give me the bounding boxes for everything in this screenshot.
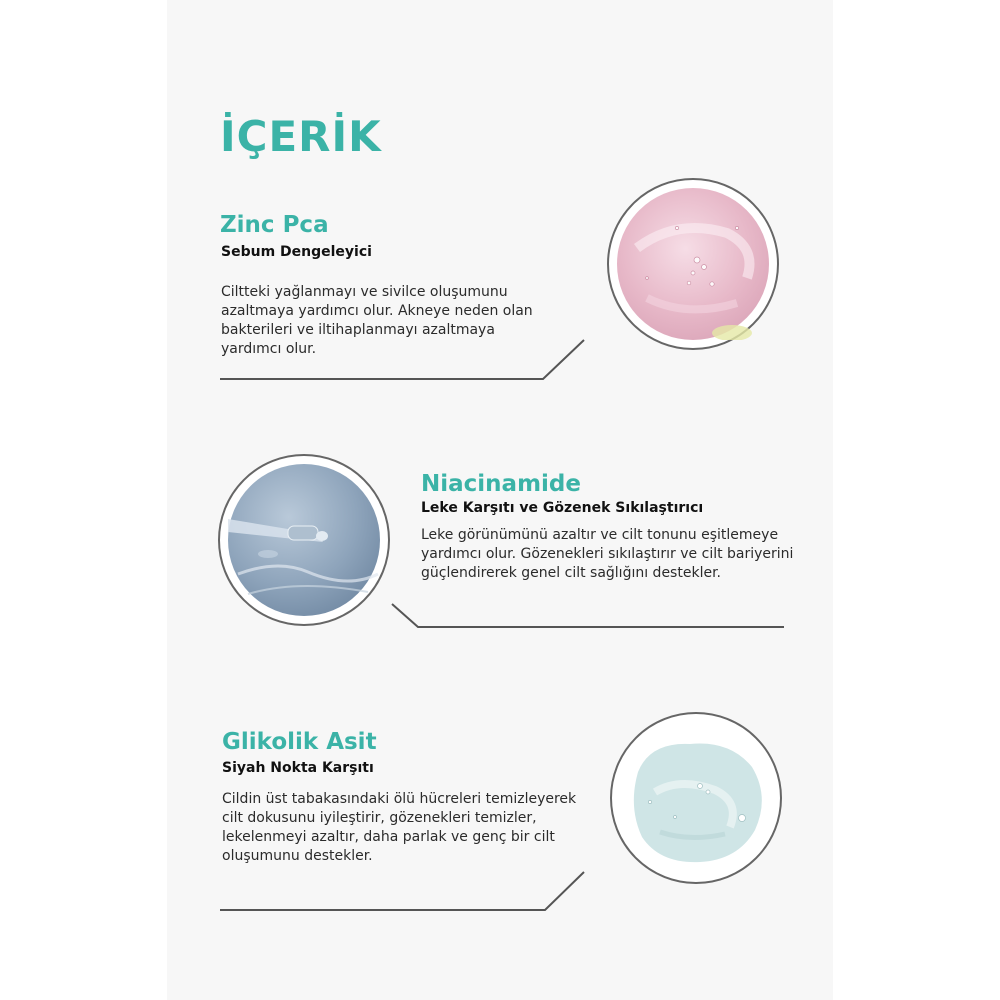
page-title: İÇERİK: [220, 112, 382, 161]
divider-line-glikolik-asit: [220, 872, 584, 910]
divider-line-zinc-pca: [220, 340, 584, 379]
ingredient-subtitle-niacinamide: Leke Karşıtı ve Gözenek Sıkılaştırıcı: [421, 500, 704, 516]
ingredient-name-niacinamide: Niacinamide: [421, 471, 581, 497]
divider-line-niacinamide: [392, 604, 784, 627]
ingredient-subtitle-glikolik-asit: Siyah Nokta Karşıtı: [222, 760, 374, 776]
ingredient-description-zinc-pca: Ciltteki yağlanmayı ve sivilce oluşumunu azaltmaya yardımcı olur. Akneye neden olan bakterileri ve iltihaplanmayı azaltmaya yardımcı olur.: [221, 284, 533, 357]
ingredient-name-zinc-pca: Zinc Pca: [220, 212, 329, 238]
ingredient-description-glikolik-asit: Cildin üst tabakasındaki ölü hücreleri temizleyerek cilt dokusunu iyileştirir, gözenekleri temizler, lekelenmeyi azaltır, daha parlak ve genç bir cilt oluşumunu destekler.: [222, 791, 577, 864]
ingredient-name-glikolik-asit: Glikolik Asit: [222, 729, 377, 755]
ingredient-subtitle-zinc-pca: Sebum Dengeleyici: [221, 244, 372, 260]
ingredient-description-niacinamide: Leke görünümünü azaltır ve cilt tonunu eşitlemeye yardımcı olur. Gözenekleri sıkılaştırır ve cilt bariyerini güçlendirerek genel cilt sağlığını destekler.: [421, 527, 794, 581]
